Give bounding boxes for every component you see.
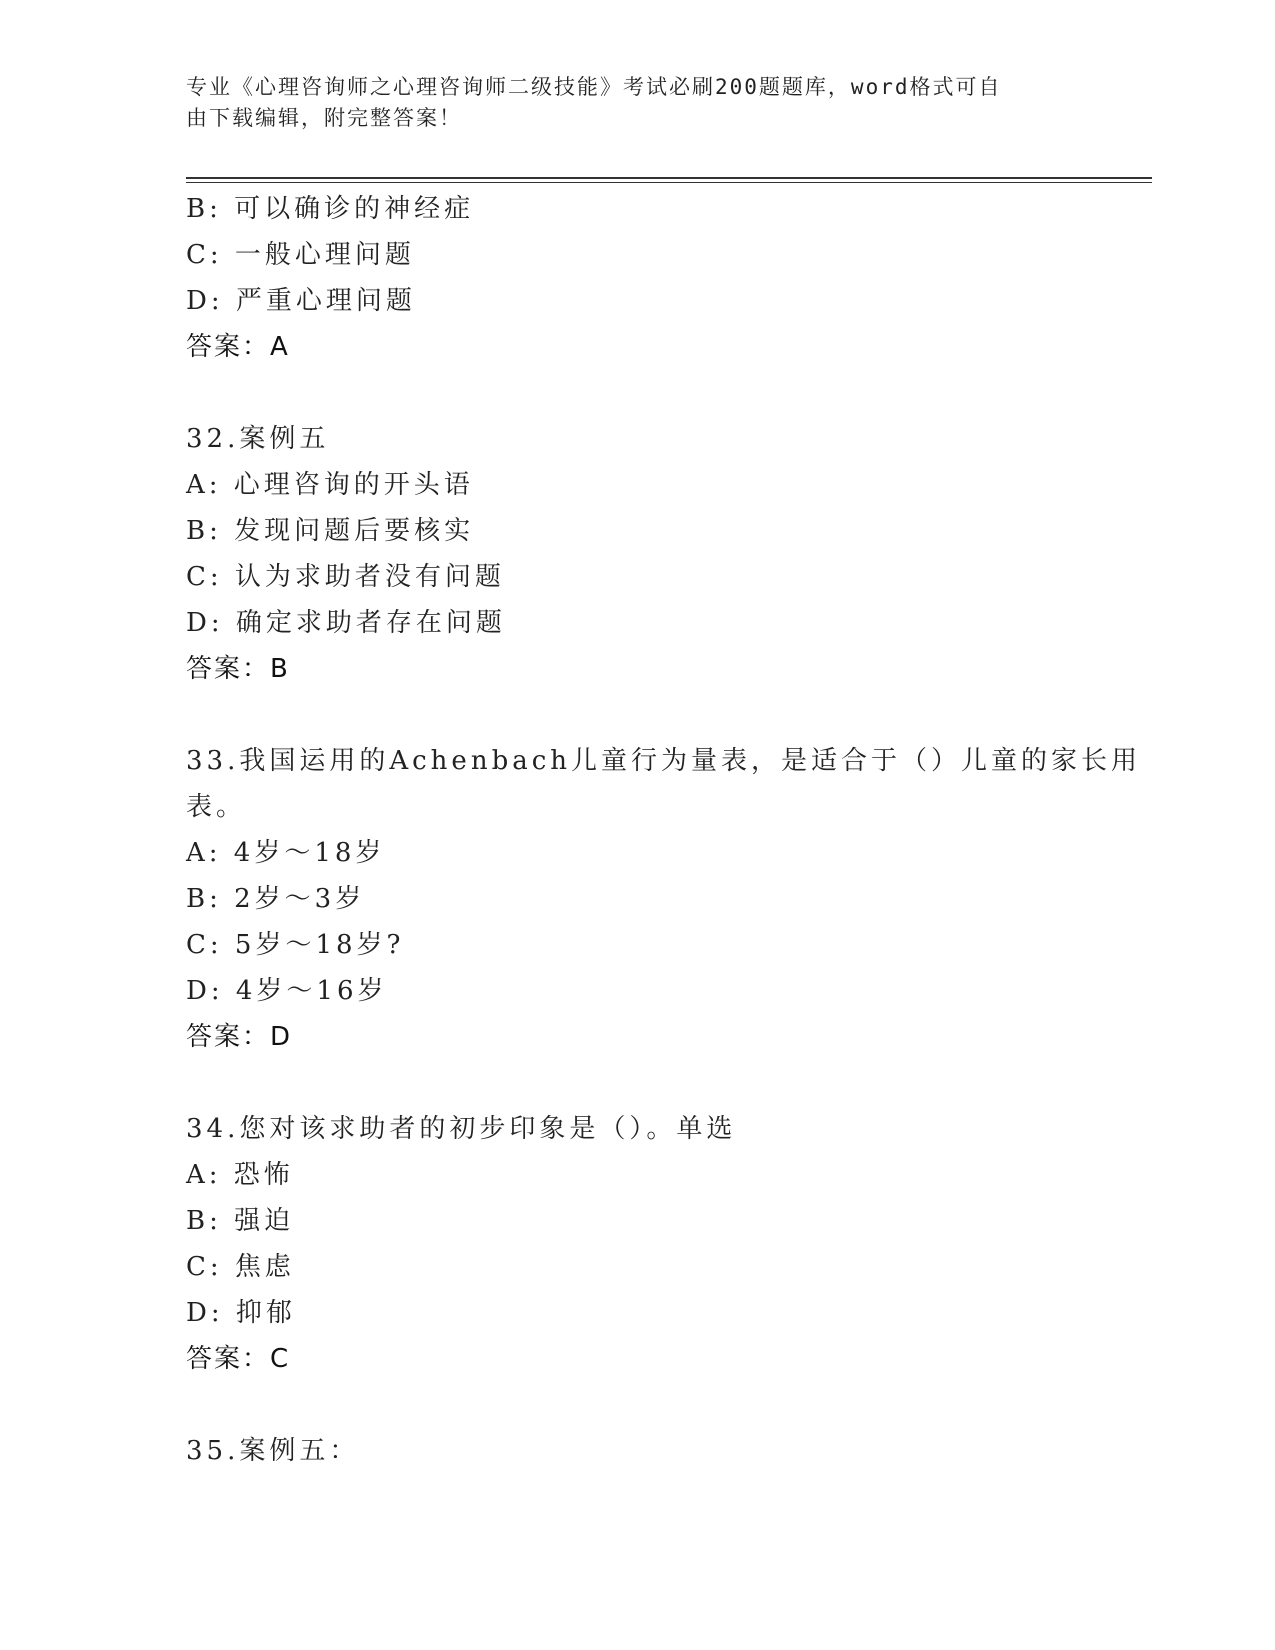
- header-rule-thin: [186, 182, 1152, 183]
- answer-line: 答案：A: [186, 332, 290, 362]
- answer-line: 答案：D: [186, 1022, 293, 1052]
- option-b: B: 可以确诊的神经症: [186, 194, 475, 224]
- option-a: A: 恐怖: [186, 1160, 294, 1190]
- question-stem: 34.您对该求助者的初步印象是（）。单选: [186, 1114, 737, 1144]
- option-d: D: 抑郁: [186, 1298, 296, 1328]
- spacer: [186, 370, 1086, 416]
- document-body: [186, 186, 1142, 1474]
- answer-line: 答案：B: [186, 654, 290, 684]
- option-a: A: 心理咨询的开头语: [186, 470, 474, 500]
- option-a: A: 4岁～18岁: [186, 838, 386, 868]
- question-34: [186, 1106, 1086, 1382]
- spacer: [186, 1382, 1086, 1428]
- option-d: D: 确定求助者存在问题: [186, 608, 506, 638]
- question-35: [186, 1428, 1086, 1474]
- option-c: C: 一般心理问题: [186, 240, 415, 270]
- answer-line: 答案：C: [186, 1344, 291, 1374]
- option-c: C: 5岁～18岁?: [186, 930, 405, 960]
- header-line-2: 由下载编辑，附完整答案！: [186, 106, 462, 130]
- document-header: [186, 72, 1066, 134]
- question-32: [186, 416, 1086, 692]
- spacer: [186, 1060, 1086, 1106]
- question-33: [186, 738, 1142, 1060]
- question-stem-line-1: 33.我国运用的Achenbach儿童行为量表，是适合于（）儿童的家长用: [186, 746, 1142, 776]
- option-d: D: 严重心理问题: [186, 286, 416, 316]
- question-stem-line-2: 表。: [186, 792, 247, 822]
- header-line-1: 专业《心理咨询师之心理咨询师二级技能》考试必刷200题题库，word格式可自: [186, 75, 1002, 99]
- question-31-continued: [186, 186, 1086, 370]
- spacer: [186, 692, 1086, 738]
- option-b: B: 2岁～3岁: [186, 884, 366, 914]
- option-c: C: 焦虑: [186, 1252, 295, 1282]
- option-c: C: 认为求助者没有问题: [186, 562, 505, 592]
- question-stem: 35.案例五：: [186, 1436, 360, 1466]
- question-stem: 32.案例五: [186, 424, 330, 454]
- header-rule-thick: [186, 177, 1152, 179]
- option-b: B: 强迫: [186, 1206, 295, 1236]
- option-d: D: 4岁～16岁: [186, 976, 388, 1006]
- option-b: B: 发现问题后要核实: [186, 516, 475, 546]
